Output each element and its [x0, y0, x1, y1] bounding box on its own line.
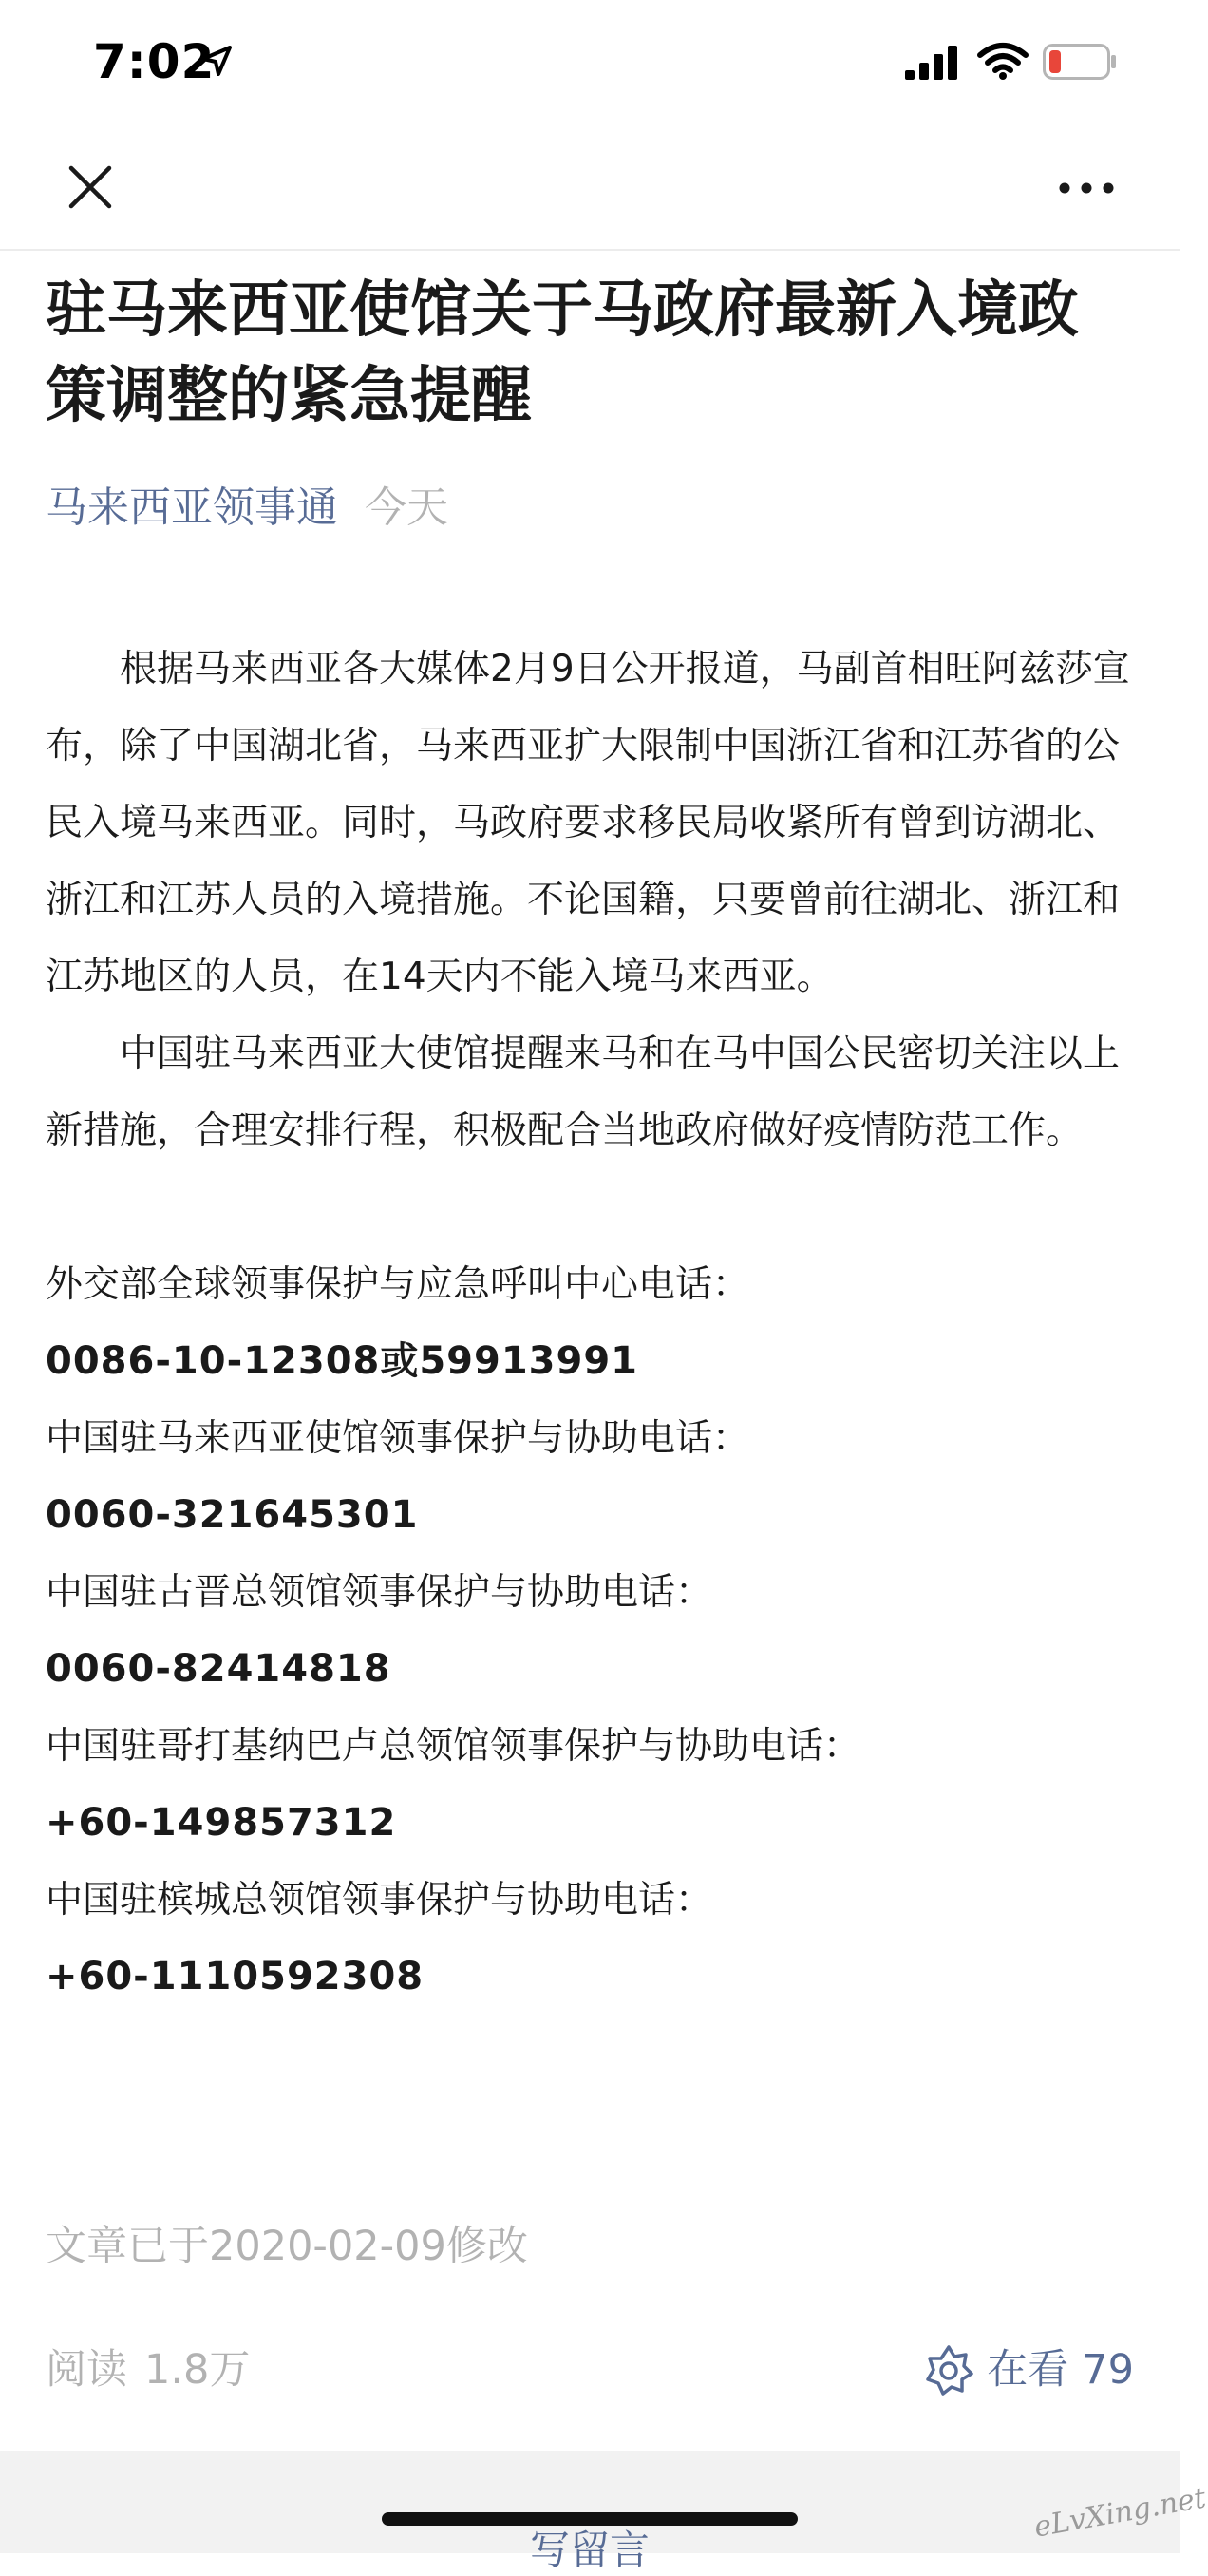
- more-horizontal-icon[interactable]: [1058, 179, 1115, 198]
- contact-label: 外交部全球领事保护与应急呼叫中心电话：: [46, 1263, 750, 1306]
- account-name-link[interactable]: 马来西亚领事通: [46, 483, 338, 532]
- write-comment-link[interactable]: 写留言: [529, 2527, 650, 2573]
- contact-list: [46, 1246, 1138, 2016]
- status-time: 7:02: [93, 34, 216, 89]
- wifi-icon: [978, 42, 1028, 80]
- publish-date: 今天: [365, 483, 448, 532]
- article-stats: [46, 2337, 1134, 2403]
- cellular-signal-icon: [905, 46, 958, 80]
- wow-star-icon: [922, 2343, 975, 2396]
- contact-number[interactable]: +60-149857312: [46, 1801, 397, 1845]
- battery-low-icon: [1043, 44, 1117, 80]
- contact-number[interactable]: 0086-10-12308或59913991: [46, 1339, 639, 1383]
- looking-button[interactable]: [922, 2337, 1134, 2403]
- contact-label: 中国驻古晋总领馆领事保护与协助电话：: [46, 1571, 713, 1614]
- article-body: [46, 631, 1138, 2016]
- close-icon[interactable]: [66, 163, 114, 211]
- contact-number[interactable]: 0060-82414818: [46, 1647, 391, 1691]
- paragraph-1: 根据马来西亚各大媒体2月9日公开报道，马副首相旺阿兹莎宣布，除了中国湖北省，马来西亚扩大限制中国浙江省和江苏省的公民入境马来西亚。同时，马政府要求移民局收紧所有曾到访湖北、浙江和江苏人员的入境措施。不论国籍，只要曾前往湖北、浙江和江苏地区的人员，在14天内不能入境马来西亚。: [46, 648, 1130, 998]
- read-count-value: 1.8万: [144, 2346, 251, 2394]
- read-label: 阅读: [46, 2346, 127, 2394]
- contact-number[interactable]: +60-1110592308: [46, 1955, 425, 1998]
- status-bar: [0, 0, 1180, 125]
- location-arrow-icon: [198, 42, 236, 80]
- article-title: 驻马来西亚使馆关于马政府最新入境政策调整的紧急提醒: [46, 275, 1079, 431]
- contact-number[interactable]: 0060-321645301: [46, 1493, 419, 1537]
- contact-label: 中国驻槟城总领馆领事保护与协助电话：: [46, 1879, 713, 1922]
- contact-label: 中国驻哥打基纳巴卢总领馆领事保护与协助电话：: [46, 1725, 861, 1768]
- watermark: eLvXing.net: [1031, 2481, 1208, 2545]
- contact-label: 中国驻马来西亚使馆领事保护与协助电话：: [46, 1417, 750, 1460]
- home-indicator: [382, 2512, 798, 2526]
- modified-notice: 文章已于2020-02-09修改: [46, 2223, 528, 2270]
- article-meta: [46, 475, 448, 541]
- read-count: [46, 2337, 250, 2403]
- nav-bar: [0, 125, 1180, 251]
- looking-count: 79: [1082, 2346, 1134, 2394]
- paragraph-2: 中国驻马来西亚大使馆提醒来马和在马中国公民密切关注以上新措施，合理安排行程，积极配合当地政府做好疫情防范工作。: [46, 1032, 1121, 1152]
- looking-label: 在看: [987, 2346, 1069, 2394]
- bottom-bar: [0, 2451, 1180, 2573]
